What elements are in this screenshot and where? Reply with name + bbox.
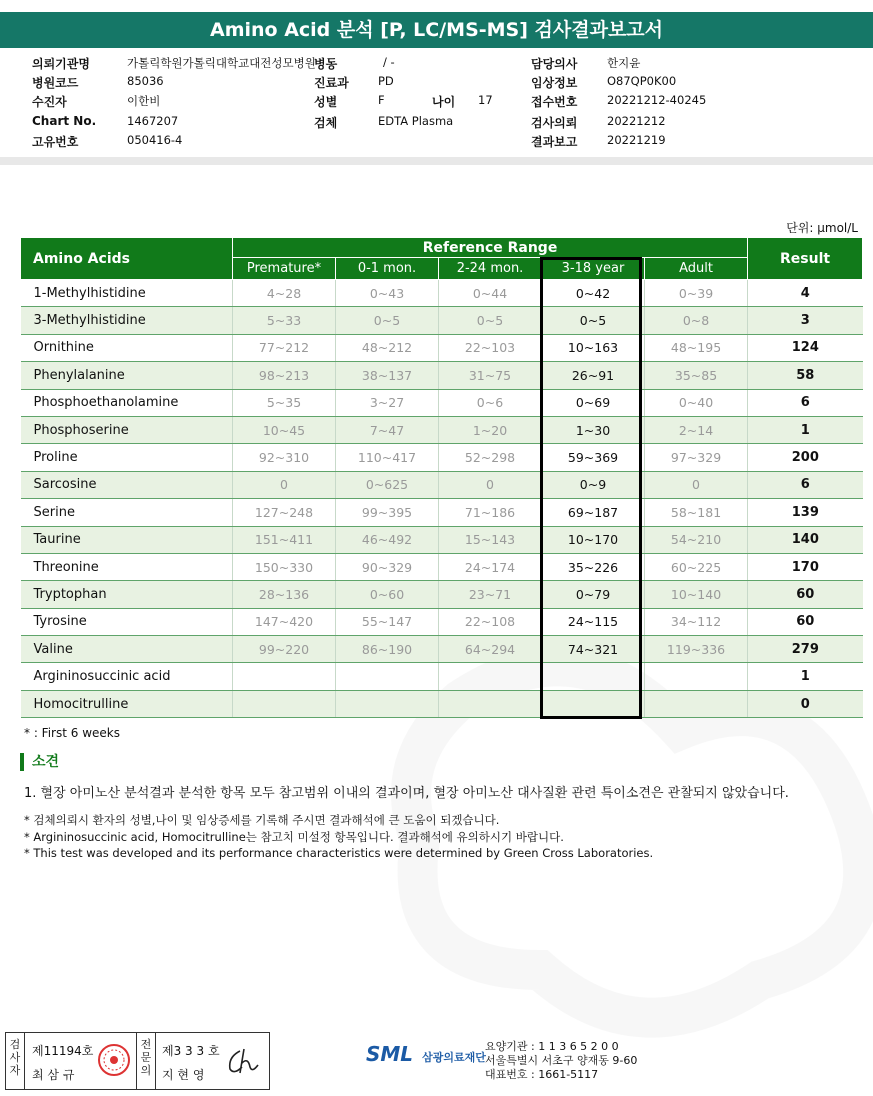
reference-range-cell: 77~212	[233, 334, 336, 361]
info-label: 진료과	[314, 76, 349, 90]
lab-info-line: 대표번호 : 1661-5117	[485, 1068, 599, 1081]
reference-range-cell: 0~39	[645, 280, 748, 307]
table-row	[21, 280, 863, 307]
amino-acid-name: Valine	[21, 636, 233, 663]
result-cell: 279	[748, 636, 863, 663]
reference-range-cell: 38~137	[336, 362, 439, 389]
reference-range-cell: 147~420	[233, 608, 336, 635]
info-value: 가톨릭학원가톨릭대학교대전성모병원	[127, 56, 316, 70]
table-row	[21, 608, 863, 635]
header-result: Result	[748, 238, 863, 280]
reference-range-cell: 22~103	[439, 334, 542, 361]
reference-range-cell	[336, 663, 439, 690]
amino-acid-name: Phosphoethanolamine	[21, 389, 233, 416]
reference-range-cell: 7~47	[336, 416, 439, 443]
result-cell: 124	[748, 334, 863, 361]
amino-acid-name: 3-Methylhistidine	[21, 307, 233, 334]
result-cell: 1	[748, 663, 863, 690]
amino-acid-name: Ornithine	[21, 334, 233, 361]
reference-range-cell: 0~9	[542, 471, 645, 498]
reference-range-cell: 2~14	[645, 416, 748, 443]
reference-range-cell: 58~181	[645, 499, 748, 526]
reference-range-cell: 10~140	[645, 581, 748, 608]
reference-range-cell	[542, 690, 645, 717]
reference-range-cell: 48~195	[645, 334, 748, 361]
reference-range-cell: 5~35	[233, 389, 336, 416]
patient-info	[0, 55, 873, 155]
amino-acid-name: Argininosuccinic acid	[21, 663, 233, 690]
reference-range-cell: 5~33	[233, 307, 336, 334]
reference-range-cell: 1~20	[439, 416, 542, 443]
reference-range-cell: 0~6	[439, 389, 542, 416]
reference-range-cell: 0	[645, 471, 748, 498]
info-label: 성별	[314, 95, 338, 109]
header-2-24-mon: 2-24 mon.	[439, 258, 542, 280]
header-amino-acids: Amino Acids	[21, 238, 233, 280]
info-label: Chart No.	[32, 114, 97, 128]
reference-range-cell: 26~91	[542, 362, 645, 389]
reference-range-cell: 35~226	[542, 553, 645, 580]
reference-range-cell	[233, 690, 336, 717]
table-row	[21, 444, 863, 471]
reference-range-cell: 23~71	[439, 581, 542, 608]
table-row	[21, 416, 863, 443]
signature-mark	[224, 1045, 264, 1079]
info-value: 20221212-40245	[607, 93, 707, 107]
reference-range-cell	[439, 690, 542, 717]
reference-range-cell: 31~75	[439, 362, 542, 389]
reference-range-cell: 24~174	[439, 553, 542, 580]
result-cell: 139	[748, 499, 863, 526]
lab-info	[485, 1040, 637, 1082]
reference-range-cell	[645, 663, 748, 690]
lab-info-line: 서울특별시 서초구 양재동 9-60	[485, 1054, 638, 1067]
header-reference-range: Reference Range	[233, 238, 748, 258]
reference-range-cell: 52~298	[439, 444, 542, 471]
info-label: 고유번호	[32, 135, 79, 149]
result-cell: 58	[748, 362, 863, 389]
note-line: * Argininosuccinic acid, Homocitrulline는 참고치 미설정 항목입니다. 결과해석에 유의하시기 바랍니다.	[24, 830, 564, 844]
reference-range-cell: 10~163	[542, 334, 645, 361]
header-premature: Premature*	[233, 258, 336, 280]
reference-range-cell: 151~411	[233, 526, 336, 553]
reference-range-cell: 64~294	[439, 636, 542, 663]
seal-stamp	[96, 1042, 132, 1078]
reference-range-cell: 0~5	[439, 307, 542, 334]
info-label: 의뢰기관명	[32, 57, 90, 71]
reference-range-cell	[233, 663, 336, 690]
table-row	[21, 663, 863, 690]
reference-range-cell: 35~85	[645, 362, 748, 389]
reference-range-cell: 15~143	[439, 526, 542, 553]
reference-range-cell: 99~395	[336, 499, 439, 526]
result-cell: 1	[748, 416, 863, 443]
table-row	[21, 362, 863, 389]
header-3-18-year: 3-18 year	[542, 258, 645, 280]
reference-range-cell: 0~44	[439, 280, 542, 307]
reference-range-cell: 24~115	[542, 608, 645, 635]
reference-range-cell: 0~69	[542, 389, 645, 416]
reference-range-cell: 0	[439, 471, 542, 498]
amino-acid-name: Sarcosine	[21, 471, 233, 498]
reference-range-cell: 10~170	[542, 526, 645, 553]
report-title: Amino Acid 분석 [P, LC/MS-MS] 검사결과보고서	[0, 12, 873, 48]
opinion-text: 1. 혈장 아미노산 분석결과 분석한 항목 모두 참고범위 이내의 결과이며, 혈장 아미노산 대사질환 관련 특이소견은 관찰되지 않았습니다.	[24, 786, 789, 801]
amino-acid-name: Serine	[21, 499, 233, 526]
amino-acid-name: Phenylalanine	[21, 362, 233, 389]
table-row	[21, 553, 863, 580]
amino-acid-name: Proline	[21, 444, 233, 471]
table-row	[21, 636, 863, 663]
footnote: * : First 6 weeks	[24, 726, 120, 740]
unit-label: 단위: μmol/L	[786, 221, 858, 235]
info-value: 1467207	[127, 114, 179, 128]
result-cell: 170	[748, 553, 863, 580]
info-value: 20221212	[607, 114, 666, 128]
info-value: O87QP0K00	[607, 74, 677, 88]
reference-range-cell: 34~112	[645, 608, 748, 635]
specialist-name: 지 현 영	[162, 1068, 205, 1082]
reference-range-cell: 0	[233, 471, 336, 498]
org-name: 삼광의료재단	[422, 1051, 486, 1064]
result-cell: 3	[748, 307, 863, 334]
table-row	[21, 499, 863, 526]
amino-acid-name: Taurine	[21, 526, 233, 553]
reference-range-cell	[542, 663, 645, 690]
result-cell: 60	[748, 608, 863, 635]
info-label: 접수번호	[531, 95, 578, 109]
reference-range-cell: 0~625	[336, 471, 439, 498]
info-label: 임상정보	[531, 76, 578, 90]
reference-range-cell: 28~136	[233, 581, 336, 608]
reference-range-cell: 90~329	[336, 553, 439, 580]
result-cell: 140	[748, 526, 863, 553]
reference-range-cell: 0~8	[645, 307, 748, 334]
info-value: 050416-4	[127, 133, 183, 147]
specialist-license: 제3 3 3 호	[162, 1044, 220, 1058]
info-label: 병원코드	[32, 76, 79, 90]
amino-acid-name: Tyrosine	[21, 608, 233, 635]
tester-license: 제11194호	[32, 1044, 94, 1058]
table-row	[21, 526, 863, 553]
amino-acid-name: Tryptophan	[21, 581, 233, 608]
reference-range-cell	[439, 663, 542, 690]
result-cell: 0	[748, 690, 863, 717]
note-line: * 검체의뢰시 환자의 성별,나이 및 임상증세를 기록해 주시면 결과해석에 큰 도움이 되겠습니다.	[24, 813, 500, 827]
reference-range-cell: 69~187	[542, 499, 645, 526]
reference-range-cell: 10~45	[233, 416, 336, 443]
reference-range-cell	[645, 690, 748, 717]
amino-acid-name: Homocitrulline	[21, 690, 233, 717]
reference-range-cell: 97~329	[645, 444, 748, 471]
info-label: 결과보고	[531, 135, 578, 149]
table-row	[21, 581, 863, 608]
info-value: EDTA Plasma	[378, 114, 454, 128]
table-row	[21, 307, 863, 334]
reference-range-cell: 99~220	[233, 636, 336, 663]
amino-acid-name: 1-Methylhistidine	[21, 280, 233, 307]
reference-range-cell: 59~369	[542, 444, 645, 471]
lab-info-line: 요양기관 : 1 1 3 6 5 2 0 0	[485, 1040, 619, 1053]
info-label: 병동	[314, 57, 338, 71]
reference-range-cell: 0~42	[542, 280, 645, 307]
info-value: 20221219	[607, 133, 666, 147]
reference-range-cell: 3~27	[336, 389, 439, 416]
info-value: 한지윤	[607, 56, 641, 70]
reference-range-cell: 1~30	[542, 416, 645, 443]
signature-box	[5, 1032, 270, 1090]
info-label: 나이	[432, 95, 456, 109]
sml-logo	[366, 1042, 486, 1066]
info-value: F	[378, 93, 385, 107]
amino-acid-table	[20, 237, 863, 718]
info-value: 85036	[127, 74, 164, 88]
footer	[0, 1024, 873, 1096]
reference-range-cell: 46~492	[336, 526, 439, 553]
reference-range-cell: 110~417	[336, 444, 439, 471]
reference-range-cell: 48~212	[336, 334, 439, 361]
reference-range-cell: 150~330	[233, 553, 336, 580]
tester-name: 최 삼 규	[32, 1068, 75, 1082]
amino-acid-name: Phosphoserine	[21, 416, 233, 443]
header-adult: Adult	[645, 258, 748, 280]
reference-range-cell: 92~310	[233, 444, 336, 471]
result-cell: 4	[748, 280, 863, 307]
reference-range-cell: 0~40	[645, 389, 748, 416]
reference-range-cell: 4~28	[233, 280, 336, 307]
reference-range-cell: 0~60	[336, 581, 439, 608]
table-row	[21, 471, 863, 498]
header-divider	[0, 157, 873, 165]
info-value: PD	[378, 74, 394, 88]
info-value: / -	[383, 55, 395, 69]
logo-mark: SML	[366, 1042, 414, 1066]
reference-range-cell: 98~213	[233, 362, 336, 389]
reference-range-cell: 127~248	[233, 499, 336, 526]
table-row	[21, 389, 863, 416]
reference-range-cell: 119~336	[645, 636, 748, 663]
header-0-1-mon: 0-1 mon.	[336, 258, 439, 280]
result-cell: 6	[748, 471, 863, 498]
reference-range-cell: 0~5	[542, 307, 645, 334]
reference-range-cell: 55~147	[336, 608, 439, 635]
reference-range-cell: 0~5	[336, 307, 439, 334]
info-label: 수진자	[32, 95, 67, 109]
note-line: * This test was developed and its performance characteristics were determined by Green Cross Laboratories.	[24, 846, 654, 860]
info-value: 이한비	[127, 94, 161, 108]
reference-range-cell	[336, 690, 439, 717]
reference-range-cell: 74~321	[542, 636, 645, 663]
tester-label: 검사자	[9, 1038, 21, 1077]
specialist-label: 전문의	[140, 1038, 152, 1077]
reference-range-cell: 86~190	[336, 636, 439, 663]
info-label: 검체	[314, 116, 338, 130]
result-cell: 6	[748, 389, 863, 416]
table-row	[21, 690, 863, 717]
info-value: 17	[478, 93, 493, 107]
reference-range-cell: 0~79	[542, 581, 645, 608]
reference-range-cell: 71~186	[439, 499, 542, 526]
info-label: 검사의뢰	[531, 116, 578, 130]
opinion-title: 소견	[20, 753, 59, 771]
result-cell: 60	[748, 581, 863, 608]
info-label: 담당의사	[531, 57, 578, 71]
amino-acid-name: Threonine	[21, 553, 233, 580]
reference-range-cell: 60~225	[645, 553, 748, 580]
result-cell: 200	[748, 444, 863, 471]
table-row	[21, 334, 863, 361]
reference-range-cell: 22~108	[439, 608, 542, 635]
reference-range-cell: 54~210	[645, 526, 748, 553]
reference-range-cell: 0~43	[336, 280, 439, 307]
